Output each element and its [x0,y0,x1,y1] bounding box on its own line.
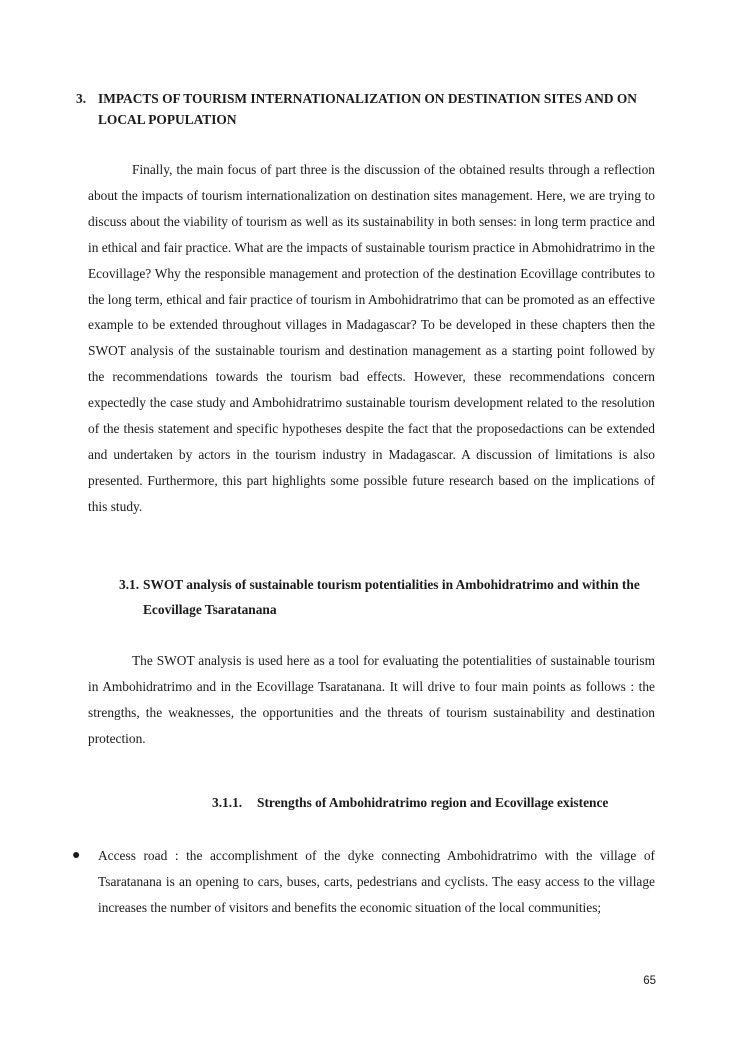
section-3-1-heading [119,572,655,622]
page-number: 65 [643,975,656,987]
section-3-number: 3. [76,91,87,106]
bullet-icon: ● [72,848,81,863]
section-3-1-number: 3.1. [119,577,140,592]
section-3-1-title: SWOT analysis of sustainable tourism potentialities in Ambohidratrimo and within the Ecovillage Tsaratanana [143,577,640,617]
bullet-text: Access road : the accomplishment of the dyke connecting Ambohidratrimo with the village of Tsaratanana is an opening to cars, buses, carts, pedestrians and cyclists. The easy access to the village increases the number of visitors and benefits the economic situation of the local communities; [98,848,655,915]
intro-paragraph: Finally, the main focus of part three is the discussion of the obtained results through a reflection about the impacts of tourism internationalization on destination sites management. Here, we are trying to discuss about the viability of tourism as well as its sustainability in both senses: in long term practice and in ethical and fair practice. What are the impacts of sustainable tourism practice in Abmohidratrimo in the Ecovillage? Why the responsible management and protection of the destination Ecovillage contributes to the long term, ethical and fair practice of tourism in Ambohidratrimo that can be promoted as an effective example to be extended throughout villages in Madagascar? To be developed in these chapters then the SWOT analysis of the sustainable tourism and destination management as a starting point followed by the recommendations towards the tourism bad effects. However, these recommendations concern expectedly the case study and Ambohidratrimo sustainable tourism development related to the resolution of the thesis statement and specific hypotheses despite the fact that the proposedactions can be extended and undertaken by actors in the tourism industry in Madagascar. A discussion of limitations is also presented. Furthermore, this part highlights some possible future research based on the implications of this study. [88,162,655,514]
section-3-title: IMPACTS OF TOURISM INTERNATIONALIZATION ON DESTINATION SITES AND ON LOCAL POPULATION [98,91,637,127]
section-3-1-1-heading [212,792,662,814]
section-3-1-1-number: 3.1.1. [212,795,243,810]
section-3-1-1-title: Strengths of Ambohidratrimo region and Ecovillage existence [257,795,609,810]
list-item [72,843,655,921]
section-3-heading [76,88,666,130]
swot-paragraph: The SWOT analysis is used here as a tool for evaluating the potentialities of sustainable tourism in Ambohidratrimo and in the Ecovillage Tsaratanana. It will drive to four main points as follows : the strengths, the weaknesses, the opportunities and the threats of tourism sustainability and destination protection. [88,653,655,746]
